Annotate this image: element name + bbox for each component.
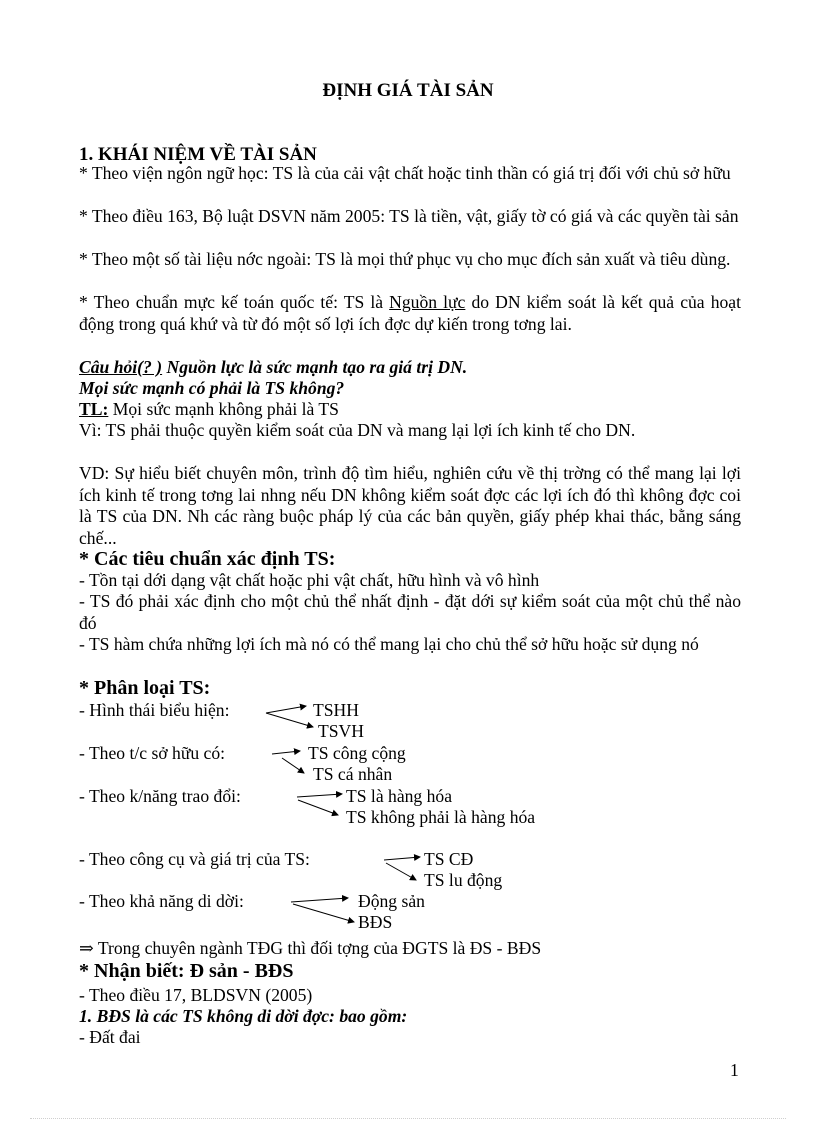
classification-branch: TSHH	[313, 700, 359, 720]
classification-label: - Hình thái biểu hiện:	[79, 700, 230, 720]
criteria-item: - Tồn tại dới dạng vật chất hoặc phi vật chất, hữu hình và vô hình	[79, 570, 540, 590]
question-text: Nguồn lực là sức mạnh tạo ra giá trị DN.	[162, 357, 468, 377]
classification-branch: TS cá nhân	[313, 764, 393, 784]
criteria-item: - TS hàm chứa những lợi ích mà nó có thể mang lại cho chủ thể sở hữu hoặc sử dụng nó	[79, 634, 699, 654]
classification-heading: * Phân loại TS:	[79, 677, 211, 699]
paragraph-linguistic-definition: * Theo viện ngôn ngữ học: TS là của cải vật chất hoặc tinh thần có giá trị đối với chủ sở hữu	[79, 163, 731, 183]
conclusion-text: Trong chuyên ngành TĐG thì đối tợng của ĐGTS là ĐS - BĐS	[93, 938, 542, 958]
recognition-heading: * Nhận biết: Đ sản - BĐS	[79, 960, 294, 982]
implies-arrow-icon: ⇒	[79, 938, 94, 958]
classification-branch: TS công cộng	[308, 743, 406, 763]
recognition-subitem: - Đất đai	[79, 1027, 141, 1047]
answer-label: TL:	[79, 399, 109, 419]
section-heading: 1. KHÁI NIỆM VỀ TÀI SẢN	[79, 144, 317, 165]
answer-text: Mọi sức mạnh không phải là TS	[108, 399, 339, 419]
page-number: 1	[730, 1060, 739, 1080]
question-line-2: Mọi sức mạnh có phải là TS không?	[79, 378, 345, 398]
classification-branch: BĐS	[358, 912, 393, 932]
recognition-item: 1. BĐS là các TS không di dời đợc: bao gồm:	[79, 1006, 408, 1026]
classification-branch: TSVH	[318, 721, 364, 741]
arrow-line	[293, 904, 354, 922]
ias-text-start: * Theo chuẩn mực kế toán quốc tế: TS là	[79, 292, 390, 312]
arrow-line	[386, 863, 416, 880]
reason-paragraph: Vì: TS phải thuộc quyền kiểm soát của DN và mang lại lợi ích kinh tế cho DN.	[79, 420, 636, 440]
classification-label: - Theo khả năng di dời:	[79, 891, 244, 911]
arrow-line	[384, 857, 420, 860]
criteria-item: - TS đó phải xác định cho một chủ thể nhất định - đặt dới sự kiểm soát của một chủ thể nào đó	[79, 591, 741, 633]
classification-branch: TS lu động	[424, 870, 503, 890]
resource-term: Nguồn lực	[389, 292, 466, 312]
classification-label: - Theo t/c sở hữu có:	[79, 743, 226, 763]
arrow-line	[298, 800, 338, 815]
classification-branch: Động sản	[358, 891, 425, 911]
page-bottom-divider	[30, 1118, 786, 1119]
classification-branch: TS không phải là hàng hóa	[346, 807, 536, 827]
arrow-line	[282, 758, 304, 773]
arrow-line	[272, 751, 300, 754]
classification-conclusion	[79, 938, 541, 959]
question-label: Câu hỏi(? )	[79, 357, 163, 377]
ias-text-end: do DN kiểm soát là kết quả của hoạt động trong quá khứ và từ đó một số lợi ích đợc dự kiến trong tơng lai.	[79, 292, 741, 334]
classification-label: - Theo k/năng trao đổi:	[79, 786, 241, 806]
classification-branch: TS là hàng hóa	[346, 786, 453, 806]
criteria-heading: * Các tiêu chuẩn xác định TS:	[79, 548, 336, 570]
arrow-line	[291, 898, 348, 902]
example-paragraph: VD: Sự hiểu biết chuyên môn, trình độ tìm hiểu, nghiên cứu về thị trờng có thể mang lại lợi ích kinh tế trong tơng lai nhng nếu DN không kiểm soát đợc các lợi ích đó thì không đợc coi là TS của DN. Nh các ràng buộc pháp lý của các bản quyền, giấy phép khai thác, bằng sáng chế...	[79, 463, 741, 548]
recognition-reference: - Theo điều 17, BLDSVN (2005)	[79, 985, 313, 1005]
classification-branch: TS CĐ	[424, 849, 474, 869]
arrow-line	[266, 713, 313, 727]
classification-label: - Theo công cụ và giá trị của TS:	[79, 849, 310, 869]
paragraph-foreign-definition: * Theo một số tài liệu nớc ngoài: TS là mọi thứ phục vụ cho mục đích sản xuất và tiêu dùng.	[79, 249, 731, 269]
arrow-line	[266, 706, 306, 713]
page-title: ĐỊNH GIÁ TÀI SẢN	[322, 80, 494, 101]
arrow-line	[297, 794, 342, 797]
paragraph-civil-law-definition: * Theo điều 163, Bộ luật DSVN năm 2005: TS là tiền, vật, giấy tờ có giá và các quyền tài sản	[79, 206, 739, 226]
